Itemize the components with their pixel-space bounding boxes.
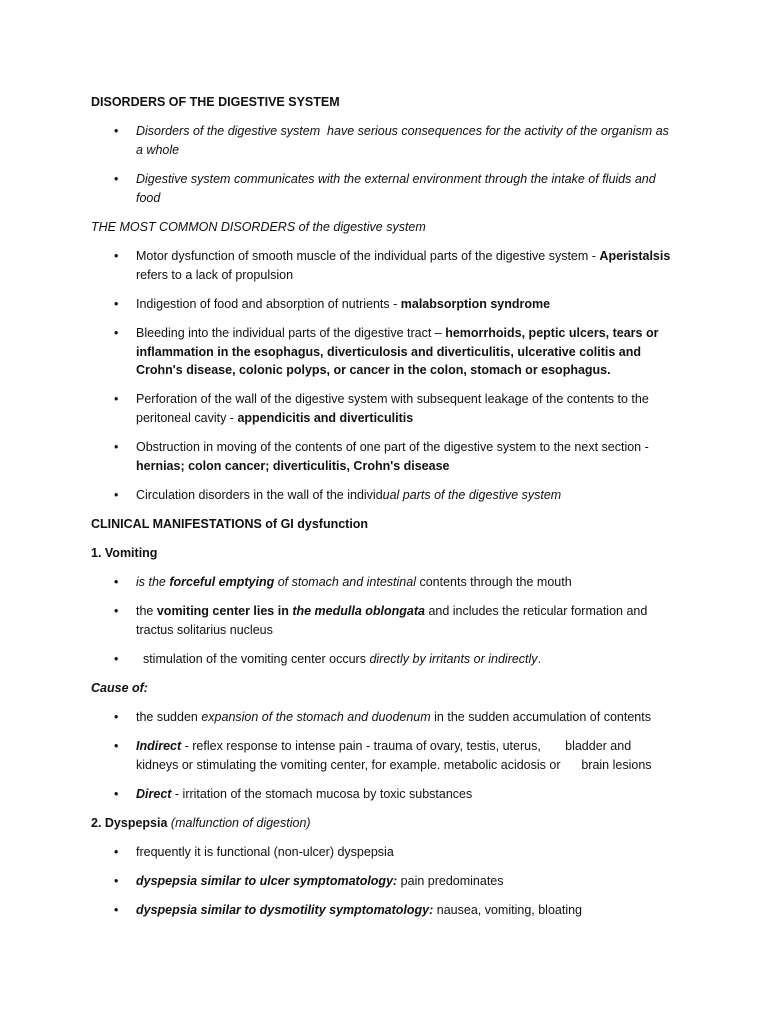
list-item bbox=[114, 247, 674, 284]
list-item-text bbox=[136, 785, 674, 804]
list-item bbox=[114, 438, 674, 475]
list-item-text bbox=[136, 324, 674, 380]
text-run: CLINICAL MANIFESTATIONS of GI dysfunction bbox=[91, 517, 369, 531]
text-run: frequently it is functional (non-ulcer) dyspepsia bbox=[136, 845, 394, 859]
text-run: Obstruction in moving of the contents of one part of the digestive system to the next section - bbox=[136, 440, 653, 454]
bullet: • bbox=[114, 845, 119, 859]
bullet: • bbox=[114, 172, 119, 186]
list-item bbox=[114, 324, 674, 380]
bullet: • bbox=[114, 440, 119, 454]
bullet: • bbox=[114, 575, 119, 589]
list-item-text bbox=[136, 737, 674, 774]
text-run: Indirect bbox=[136, 739, 182, 753]
list-item bbox=[114, 170, 674, 207]
text-run: ual parts of the digestive system bbox=[382, 488, 562, 502]
subsection-heading bbox=[91, 814, 681, 833]
text-run: dyspepsia similar to dysmotility symptomatology: bbox=[136, 903, 434, 917]
text-run: Cause of: bbox=[91, 681, 148, 695]
text-run: the bbox=[136, 604, 157, 618]
list-item bbox=[114, 650, 674, 669]
doc-title bbox=[91, 93, 681, 112]
text-run: Bleeding into the individual parts of the digestive tract – bbox=[136, 326, 446, 340]
list-item bbox=[114, 785, 674, 804]
text-run: of stomach and intestinal bbox=[274, 575, 416, 589]
text-run: appendicitis and diverticulitis bbox=[237, 410, 414, 425]
list-item-text bbox=[136, 872, 674, 891]
text-run: hernias; colon cancer; diverticulitis, Crohn's disease bbox=[136, 458, 450, 473]
bullet: • bbox=[114, 488, 119, 502]
text-run: Motor dysfunction of smooth muscle of the individual parts of the digestive system - bbox=[136, 249, 600, 263]
text-run: Aperistalsis bbox=[599, 249, 671, 263]
list-item bbox=[114, 737, 674, 774]
list-item-text bbox=[136, 390, 674, 427]
bullet: • bbox=[114, 903, 119, 917]
bullet: • bbox=[114, 392, 119, 406]
bullet: • bbox=[114, 787, 119, 801]
bullet: • bbox=[114, 652, 119, 666]
list-item-text bbox=[136, 602, 674, 639]
text-run: pain predominates bbox=[397, 874, 504, 888]
bullet: • bbox=[114, 326, 119, 340]
text-run: Circulation disorders in the wall of the individ bbox=[136, 488, 383, 502]
text-run: and includes the reticular formation and tractus solitarius nucleus bbox=[136, 604, 651, 637]
text-run: (malfunction of digestion) bbox=[167, 816, 311, 830]
list-item bbox=[114, 486, 674, 505]
text-run: DISORDERS OF THE DIGESTIVE SYSTEM bbox=[91, 95, 340, 109]
text-run: Perforation of the wall of the digestive system with subsequent leakage of the contents to the peritoneal cavity - bbox=[136, 392, 653, 425]
text-run: stimulation of the vomiting center occurs bbox=[136, 652, 370, 666]
subsection-heading bbox=[91, 544, 681, 563]
text-run: directly by irritants or indirectly bbox=[369, 652, 538, 666]
list-item bbox=[114, 843, 674, 862]
text-run: in the sudden accumulation of contents bbox=[430, 710, 651, 724]
list-item bbox=[114, 872, 674, 891]
text-run: 1. Vomiting bbox=[91, 546, 158, 560]
list-item bbox=[114, 602, 674, 639]
list-item-text bbox=[136, 295, 674, 314]
text-run: - reflex response to intense pain - trauma of ovary, testis, uterus, bladder and kidneys or stimulating the vomiting center, for example. metabolic acidosis or brain lesions bbox=[136, 739, 652, 772]
text-run: Digestive system communicates with the external environment through the intake of fluids and food bbox=[136, 172, 660, 205]
list-item-text bbox=[136, 901, 674, 920]
text-run: malabsorption syndrome bbox=[400, 297, 551, 311]
list-item-text bbox=[136, 247, 674, 284]
list-item bbox=[114, 573, 674, 592]
bullet: • bbox=[114, 124, 119, 138]
text-run: hemorrhoids, peptic ulcers, tears or inflammation in the esophagus, diverticulosis and diverticulitis, ulcerative colitis and Crohn's disease, colonic polyps, or cancer in the colon, stomach or esophagus. bbox=[136, 326, 662, 377]
list-item-text bbox=[136, 708, 674, 727]
list-item bbox=[114, 295, 674, 314]
list-item-text bbox=[136, 843, 674, 862]
text-run: - irritation of the stomach mucosa by toxic substances bbox=[171, 787, 473, 801]
text-run: 2. Dyspepsia bbox=[91, 816, 168, 830]
list-item-text bbox=[136, 573, 674, 592]
text-run: contents through the mouth bbox=[415, 575, 572, 589]
list-item-text bbox=[136, 438, 674, 475]
bullet: • bbox=[114, 874, 119, 888]
subsection-heading bbox=[91, 679, 681, 698]
list-item bbox=[114, 390, 674, 427]
list-item bbox=[114, 122, 674, 159]
text-run: refers to a lack of propulsion bbox=[136, 249, 674, 282]
text-run: Disorders of the digestive system have serious consequences for the activity of the organism as a whole bbox=[136, 124, 673, 157]
text-run: . bbox=[537, 652, 542, 666]
list-item bbox=[114, 901, 674, 920]
text-run: THE MOST COMMON DISORDERS of the digestive system bbox=[91, 220, 426, 234]
bullet: • bbox=[114, 739, 119, 753]
text-run: Indigestion of food and absorption of nutrients - bbox=[136, 297, 401, 311]
text-run: vomiting center lies in bbox=[156, 604, 289, 618]
section-heading bbox=[91, 515, 681, 534]
list-item-text bbox=[136, 170, 674, 207]
list-item-text bbox=[136, 650, 674, 669]
text-run: the sudden bbox=[136, 710, 202, 724]
text-run: nausea, vomiting, bloating bbox=[433, 903, 583, 917]
list-item-text bbox=[136, 122, 674, 159]
text-run: forceful emptying bbox=[169, 575, 275, 589]
text-run: is the bbox=[136, 575, 170, 589]
text-run: the medulla oblongata bbox=[288, 604, 425, 618]
bullet: • bbox=[114, 604, 119, 618]
text-run: dyspepsia similar to ulcer symptomatology: bbox=[136, 874, 398, 888]
bullet: • bbox=[114, 297, 119, 311]
section-heading bbox=[91, 218, 681, 237]
bullet: • bbox=[114, 710, 119, 724]
text-run: expansion of the stomach and duodenum bbox=[201, 710, 431, 724]
text-run: Direct bbox=[136, 787, 172, 801]
list-item bbox=[114, 708, 674, 727]
bullet: • bbox=[114, 249, 119, 263]
list-item-text bbox=[136, 486, 674, 505]
